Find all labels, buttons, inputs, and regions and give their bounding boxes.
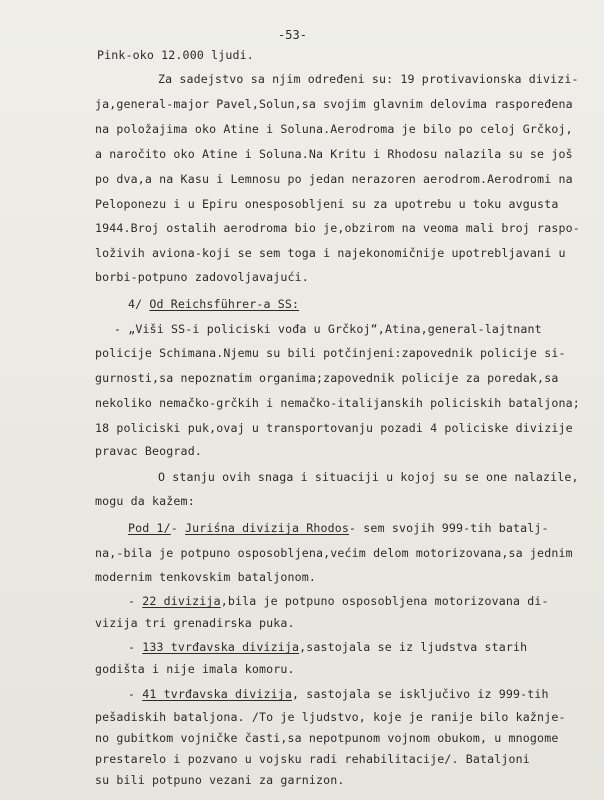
- text-segment: mogu da kažem:: [95, 494, 195, 508]
- text-segment: O stanju ovih snaga i situaciji u kojoj su se one nalazile,: [158, 470, 579, 484]
- text-line: [95, 270, 309, 284]
- text-segment: ja,general-major Pavel,Solun,sa svojim glavnim delovima raspoređena: [95, 97, 573, 111]
- text-segment: po dva,a na Kasu i Lemnosu po jedan nerazoren aerodrom.Aerodromi na: [95, 172, 573, 186]
- text-segment: pravac Beograd.: [95, 444, 202, 458]
- text-segment: 4/: [128, 297, 150, 311]
- text-segment: no gubitkom vojničke časti,sa nepotpunom vojnom obukom, u mnogome: [95, 731, 559, 745]
- text-line: [158, 72, 579, 86]
- text-line: [95, 147, 573, 161]
- text-line: [95, 97, 573, 111]
- text-line: [95, 731, 558, 745]
- text-segment: Peloponezu i u Epiru onesposobljeni su za upotrebu u toku avgusta: [95, 197, 559, 211]
- underlined-text: Od Reichsführer-a SS:: [149, 297, 300, 311]
- text-segment: loživih aviona-koji se sem toga i najekonomičnije upotrebljavani u: [95, 246, 566, 260]
- text-segment: -: [128, 687, 143, 701]
- text-line: [114, 322, 542, 336]
- text-segment: 18 policiski puk,ovaj u transportovanju pozadi 4 policiske divizije: [95, 421, 573, 435]
- text-line: [95, 122, 573, 136]
- text-segment: -: [170, 521, 186, 535]
- underlined-text: Juriśna divizija Rhodos: [185, 521, 350, 535]
- text-segment: godišta i nije imala komoru.: [95, 662, 295, 676]
- text-line: [95, 710, 566, 724]
- text-line: [95, 396, 580, 410]
- text-line: [95, 546, 573, 560]
- underlined-text: 41 tvrđavska divizija: [142, 687, 292, 701]
- text-segment: vizija tri grenadirska puka.: [95, 616, 295, 630]
- text-line: [128, 297, 299, 311]
- text-line: [128, 521, 549, 535]
- text-segment: a naročito oko Atine i Soluna.Na Kritu i Rhodosu nalazila su se još: [95, 147, 573, 161]
- text-segment: policije Schimana.Njemu su bili potčinjeni:zapovednik policije si-: [95, 346, 566, 360]
- text-segment: gurnosti,sa nepoznatim organima;zapovednik policije za poredak,sa: [95, 371, 559, 385]
- text-line: [95, 773, 345, 787]
- text-line: [95, 371, 558, 385]
- underlined-text: Pod 1/: [128, 521, 171, 535]
- text-line: [128, 687, 549, 701]
- text-segment: - „Viši SS-i policiski vođa u Grčkoj“,Atina,general-lajtnant: [114, 322, 542, 336]
- text-line: [95, 346, 566, 360]
- text-segment: Za sadejstvo sa njim određeni su: 19 protivavionska divizi-: [158, 72, 579, 86]
- text-segment: prestarelo i pozvano u vojsku radi rehabilitacije/. Bataljoni: [95, 752, 530, 766]
- text-segment: modernim tenkovskim bataljonom.: [95, 570, 317, 584]
- text-line: [95, 444, 202, 458]
- page-number: -53-: [278, 28, 307, 42]
- text-segment: 1944.Broj ostalih aerodroma bio je,obzirom na veoma mali broj raspo-: [95, 221, 580, 235]
- text-line: [97, 48, 254, 62]
- text-line: [95, 197, 558, 211]
- text-line: [95, 752, 530, 766]
- text-line: [128, 594, 549, 608]
- text-line: [95, 421, 573, 435]
- text-segment: Pink-oko 12.000 ljudi.: [97, 48, 254, 62]
- text-line: [95, 494, 195, 508]
- text-segment: na položajima oko Atine i Soluna.Aerodroma je bilo po celoj Grčkoj,: [95, 122, 573, 136]
- text-line: [95, 172, 573, 186]
- text-line: [95, 246, 566, 260]
- text-segment: ,sastojala se iz ljudstva starih: [299, 640, 528, 654]
- text-line: [95, 662, 295, 676]
- text-segment: -: [128, 594, 143, 608]
- text-line: [95, 221, 580, 235]
- text-line: [158, 470, 579, 484]
- text-segment: nekoliko nemačko-grčkih i nemačko-italijanskih policiskih bataljona;: [95, 396, 580, 410]
- text-line: [128, 640, 527, 654]
- text-line: [95, 570, 316, 584]
- text-segment: su bili potpuno vezani za garnizon.: [95, 773, 345, 787]
- underlined-text: 133 tvrđavska divizija: [142, 640, 300, 654]
- text-segment: na,-bila je potpuno osposobljena,većim delom motorizovana,sa jednim: [95, 546, 573, 560]
- text-segment: -: [128, 640, 143, 654]
- text-line: [95, 616, 295, 630]
- text-segment: pešadiskih bataljona. /To je ljudstvo, koje je ranije bilo kažnje-: [95, 710, 566, 724]
- text-segment: ,bila je potpuno osposobljena motorizovana di-: [220, 594, 549, 608]
- underlined-text: 22 divizija: [142, 594, 221, 608]
- text-segment: borbi-potpuno zadovoljavajući.: [95, 270, 309, 284]
- text-segment: , sastojala se isključivo iz 999-tih: [292, 687, 549, 701]
- text-segment: - sem svojih 999-tih batalj-: [349, 521, 549, 535]
